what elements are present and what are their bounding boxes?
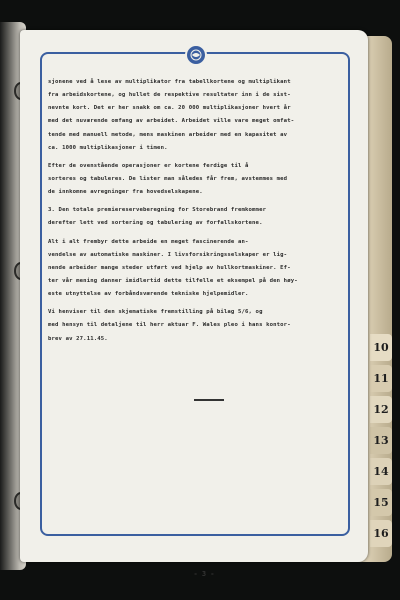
- text-line: este utnyttelse av forbåndsværende tekniske hjelpemidler.: [48, 291, 249, 298]
- logo-mark-icon: [190, 49, 202, 61]
- text-line: nevnte kort. Det er her snakk om ca. 20 000 multiplikasjoner hvert år: [48, 105, 291, 112]
- text-line: Efter de ovenstående operasjoner er kortene ferdige til å: [48, 162, 249, 169]
- text-line: sorteres og tabuleres. De lister man således får frem, avstemmes med: [48, 175, 288, 182]
- text-line: med hensyn til detaljene til herr aktuar F. Wales pleo i hans kontor-: [48, 322, 291, 329]
- document-page: [20, 30, 368, 578]
- index-tab-10[interactable]: 10: [370, 334, 392, 361]
- index-tab-13[interactable]: 13: [370, 427, 392, 454]
- index-tab-11[interactable]: 11: [370, 365, 392, 392]
- index-tab-14[interactable]: 14: [370, 458, 392, 485]
- text-line: fra arbeidskortene, og hullet de respektive resultater inn i de sist-: [48, 92, 291, 99]
- company-logo-icon: [185, 44, 207, 66]
- text-line: ter vår mening danner imidlertid dette tilfelle et eksempel på den høy-: [48, 277, 298, 284]
- text-line: Vi henviser til den skjematiske fremstilling på bilag 5/6, og: [48, 309, 263, 316]
- page-number: - 3 -: [193, 570, 215, 578]
- index-tab-12[interactable]: 12: [370, 396, 392, 423]
- text-line: 3. Den totale premiereserveberegning for Storebrand fremkommer: [48, 207, 267, 214]
- text-line: derefter lett ved sortering og tabulering av forfallskortene.: [48, 220, 263, 227]
- text-line: nende arbeider mange steder utført ved hjelp av hullkortmaskiner. Ef-: [48, 264, 291, 271]
- text-line: brev av 27.11.45.: [48, 335, 108, 342]
- text-line: sjonene ved å lese av multiplikator fra tabellkortene og multiplikant: [48, 79, 291, 85]
- text-line: Alt i alt frembyr dette arbeide en meget fascinerende an-: [48, 238, 249, 245]
- body-text: [48, 76, 348, 346]
- text-line: vendelse av automatiske maskiner. I livsforsikringsselskaper er lig-: [48, 251, 288, 258]
- text-line: ca. 1000 multiplikasjoner i timen.: [48, 144, 168, 151]
- text-line: tende med manuell metode, mens maskinen arbeider med en kapasitet av: [48, 131, 288, 138]
- text-line: de innkomne avregninger fra hovedselskapene.: [48, 189, 203, 196]
- text-line: med det nuværende omfang av arbeidet. Arbeidet ville vare meget omfat-: [48, 118, 295, 125]
- index-tab-16[interactable]: 16: [370, 520, 392, 547]
- closing-rule: [194, 399, 224, 401]
- index-tab-15[interactable]: 15: [370, 489, 392, 516]
